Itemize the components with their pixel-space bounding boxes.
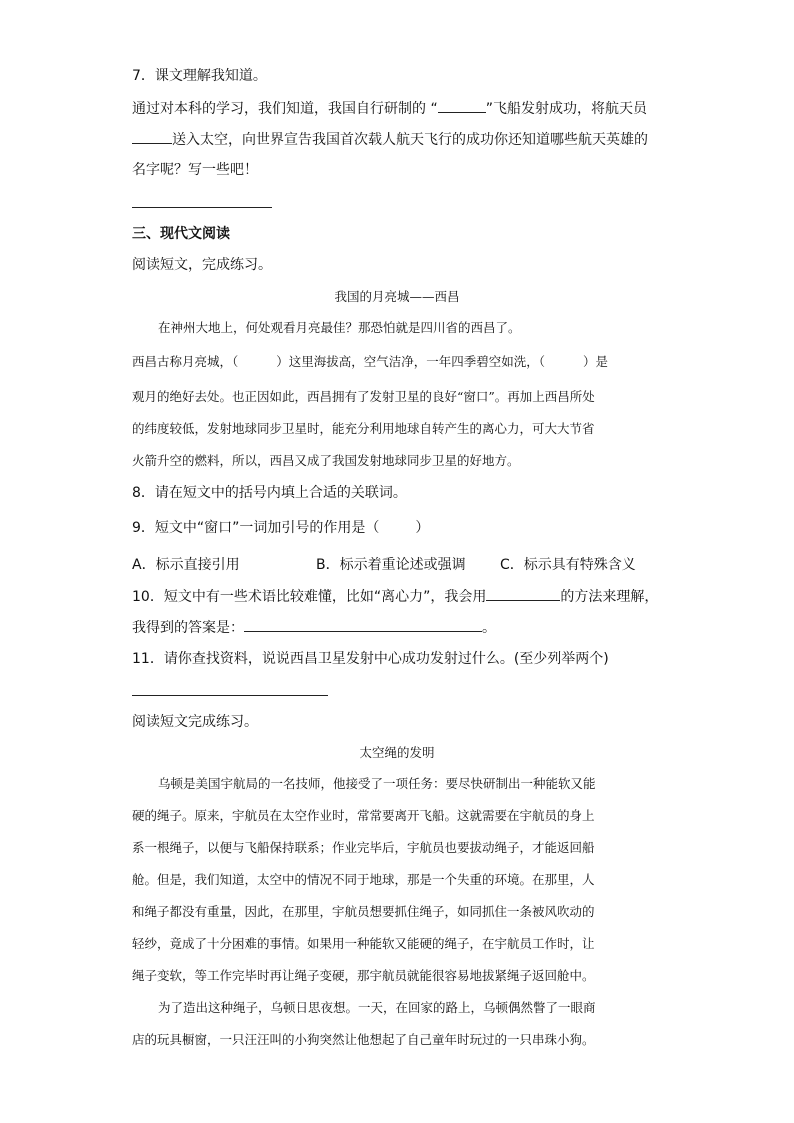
q9-text-b: ） [415,520,430,536]
passage1-line-5: 火箭升空的燃料，所以，西昌又成了我国发射地球同步卫星的好地方。 [132,453,520,468]
q10-line1-b: 的方法来理解， [560,589,659,605]
q8-text: 8．请在短文中的括号内填上合适的关联词。 [132,485,407,501]
q7-answer-line[interactable] [132,207,272,208]
passage2-line-6: 轻纱，竟成了十分困难的事情。如果用一种能软又能硬的绳子，在宇航员工作时，让 [132,936,595,951]
passage1-line-2-c: ）是 [583,354,609,369]
passage2-line-3: 系一根绳子，以便与飞船保持联系；作业完毕后，宇航员也要拔动绳子，才能返回船 [132,840,595,855]
q7-line1-text-b: ”飞船发射成功，将航天员 [485,101,647,117]
passage2-line-7: 绳子变软，等工作完毕时再让绳子变硬，那宇航员就能很容易地拔紧绳子返回舱中。 [132,968,595,983]
passage2-line-4: 舱。但是，我们知道，太空中的情况不同于地球，那是一个失重的环境。在那里，人 [132,872,595,887]
passage2-line-9: 店的玩具橱窗，一只汪汪叫的小狗突然让他想起了自己童年时玩过的一只串珠小狗。 [132,1032,595,1047]
q10-line1 [132,586,658,607]
q9-option-b[interactable]: B．标示着重论述或强调 [316,557,466,573]
q10-line2 [132,617,496,638]
q7-line2-text: 送入太空，向世界宣告我国首次载人航天飞行的成功你还知道哪些航天英雄的 [172,132,648,148]
q10-line2-b: 。 [482,620,496,636]
passage2-line-1: 乌顿是美国宇航局的一名技师，他接受了一项任务：要尽快研制出一种能软又能 [158,776,596,791]
section3-instruction: 阅读短文，完成练习。 [132,257,272,273]
passage2-line-5: 和绳子都没有重量，因此，在那里，宇航员想要抓住绳子，如同抓住一条被风吹动的 [132,904,595,919]
q7-line1-text-a: 通过对本科的学习，我们知道，我国自行研制的 “ [132,101,438,117]
q7-line3: 名字呢？写一些吧！ [132,162,258,178]
passage1-line-2-b: ）这里海拔高，空气洁净，一年四季碧空如洗，（ [276,354,546,369]
q10-line2-a: 我得到的答案是： [132,620,244,636]
q9-option-a[interactable]: A．标示直接引用 [132,557,240,573]
q10-line1-a: 10．短文中有一些术语比较难懂，比如“离心力”，我会用 [132,589,487,605]
passage1-line-3: 观月的绝好去处。也正因如此，西昌拥有了发射卫星的良好“窗口”。再加上西昌所处 [132,389,595,404]
q7-line2 [132,129,648,150]
passage1-line-2-a: 西昌古称月亮城，（ [132,354,239,369]
q9-text [132,518,429,538]
q9-text-a: 9．短文中“窗口”一词加引号的作用是（ [132,520,380,536]
passage2-line-8: 为了造出这种绳子，乌顿日思夜想。一天，在回家的路上，乌顿偶然瞥了一眼商 [158,1000,596,1015]
q9-option-c[interactable]: C．标示具有特殊含义 [500,557,636,573]
section3-heading: 三、现代文阅读 [132,226,230,242]
passage1-title: 我国的月亮城——西昌 [334,289,460,304]
q11-text: 11．请你查找资料，说说西昌卫星发射中心成功发射过什么。(至少列举两个) [132,651,609,667]
section-b-instruction: 阅读短文完成练习。 [132,714,258,730]
passage1-line-4: 的纬度较低，发射地球同步卫星时，能充分利用地球自转产生的离心力，可大大节省 [132,421,595,436]
q7-blank-astronaut[interactable] [132,129,172,144]
q10-blank-method[interactable] [486,586,560,601]
passage2-title: 太空绳的发明 [359,745,435,760]
passage1-line-1: 在神州大地上，何处观看月亮最佳？那恐怕就是四川省的西昌了。 [158,320,521,335]
q10-blank-answer[interactable] [244,617,482,632]
passage1-line-2 [132,352,608,372]
q7-blank-spacecraft[interactable] [438,98,486,113]
q7-title: 7．课文理解我知道。 [132,68,267,84]
q7-line1 [132,98,647,119]
q11-answer-line[interactable] [132,695,328,696]
passage2-line-2: 硬的绳子。原来，宇航员在太空作业时，常常要离开飞船。这就需要在宇航员的身上 [132,808,595,823]
